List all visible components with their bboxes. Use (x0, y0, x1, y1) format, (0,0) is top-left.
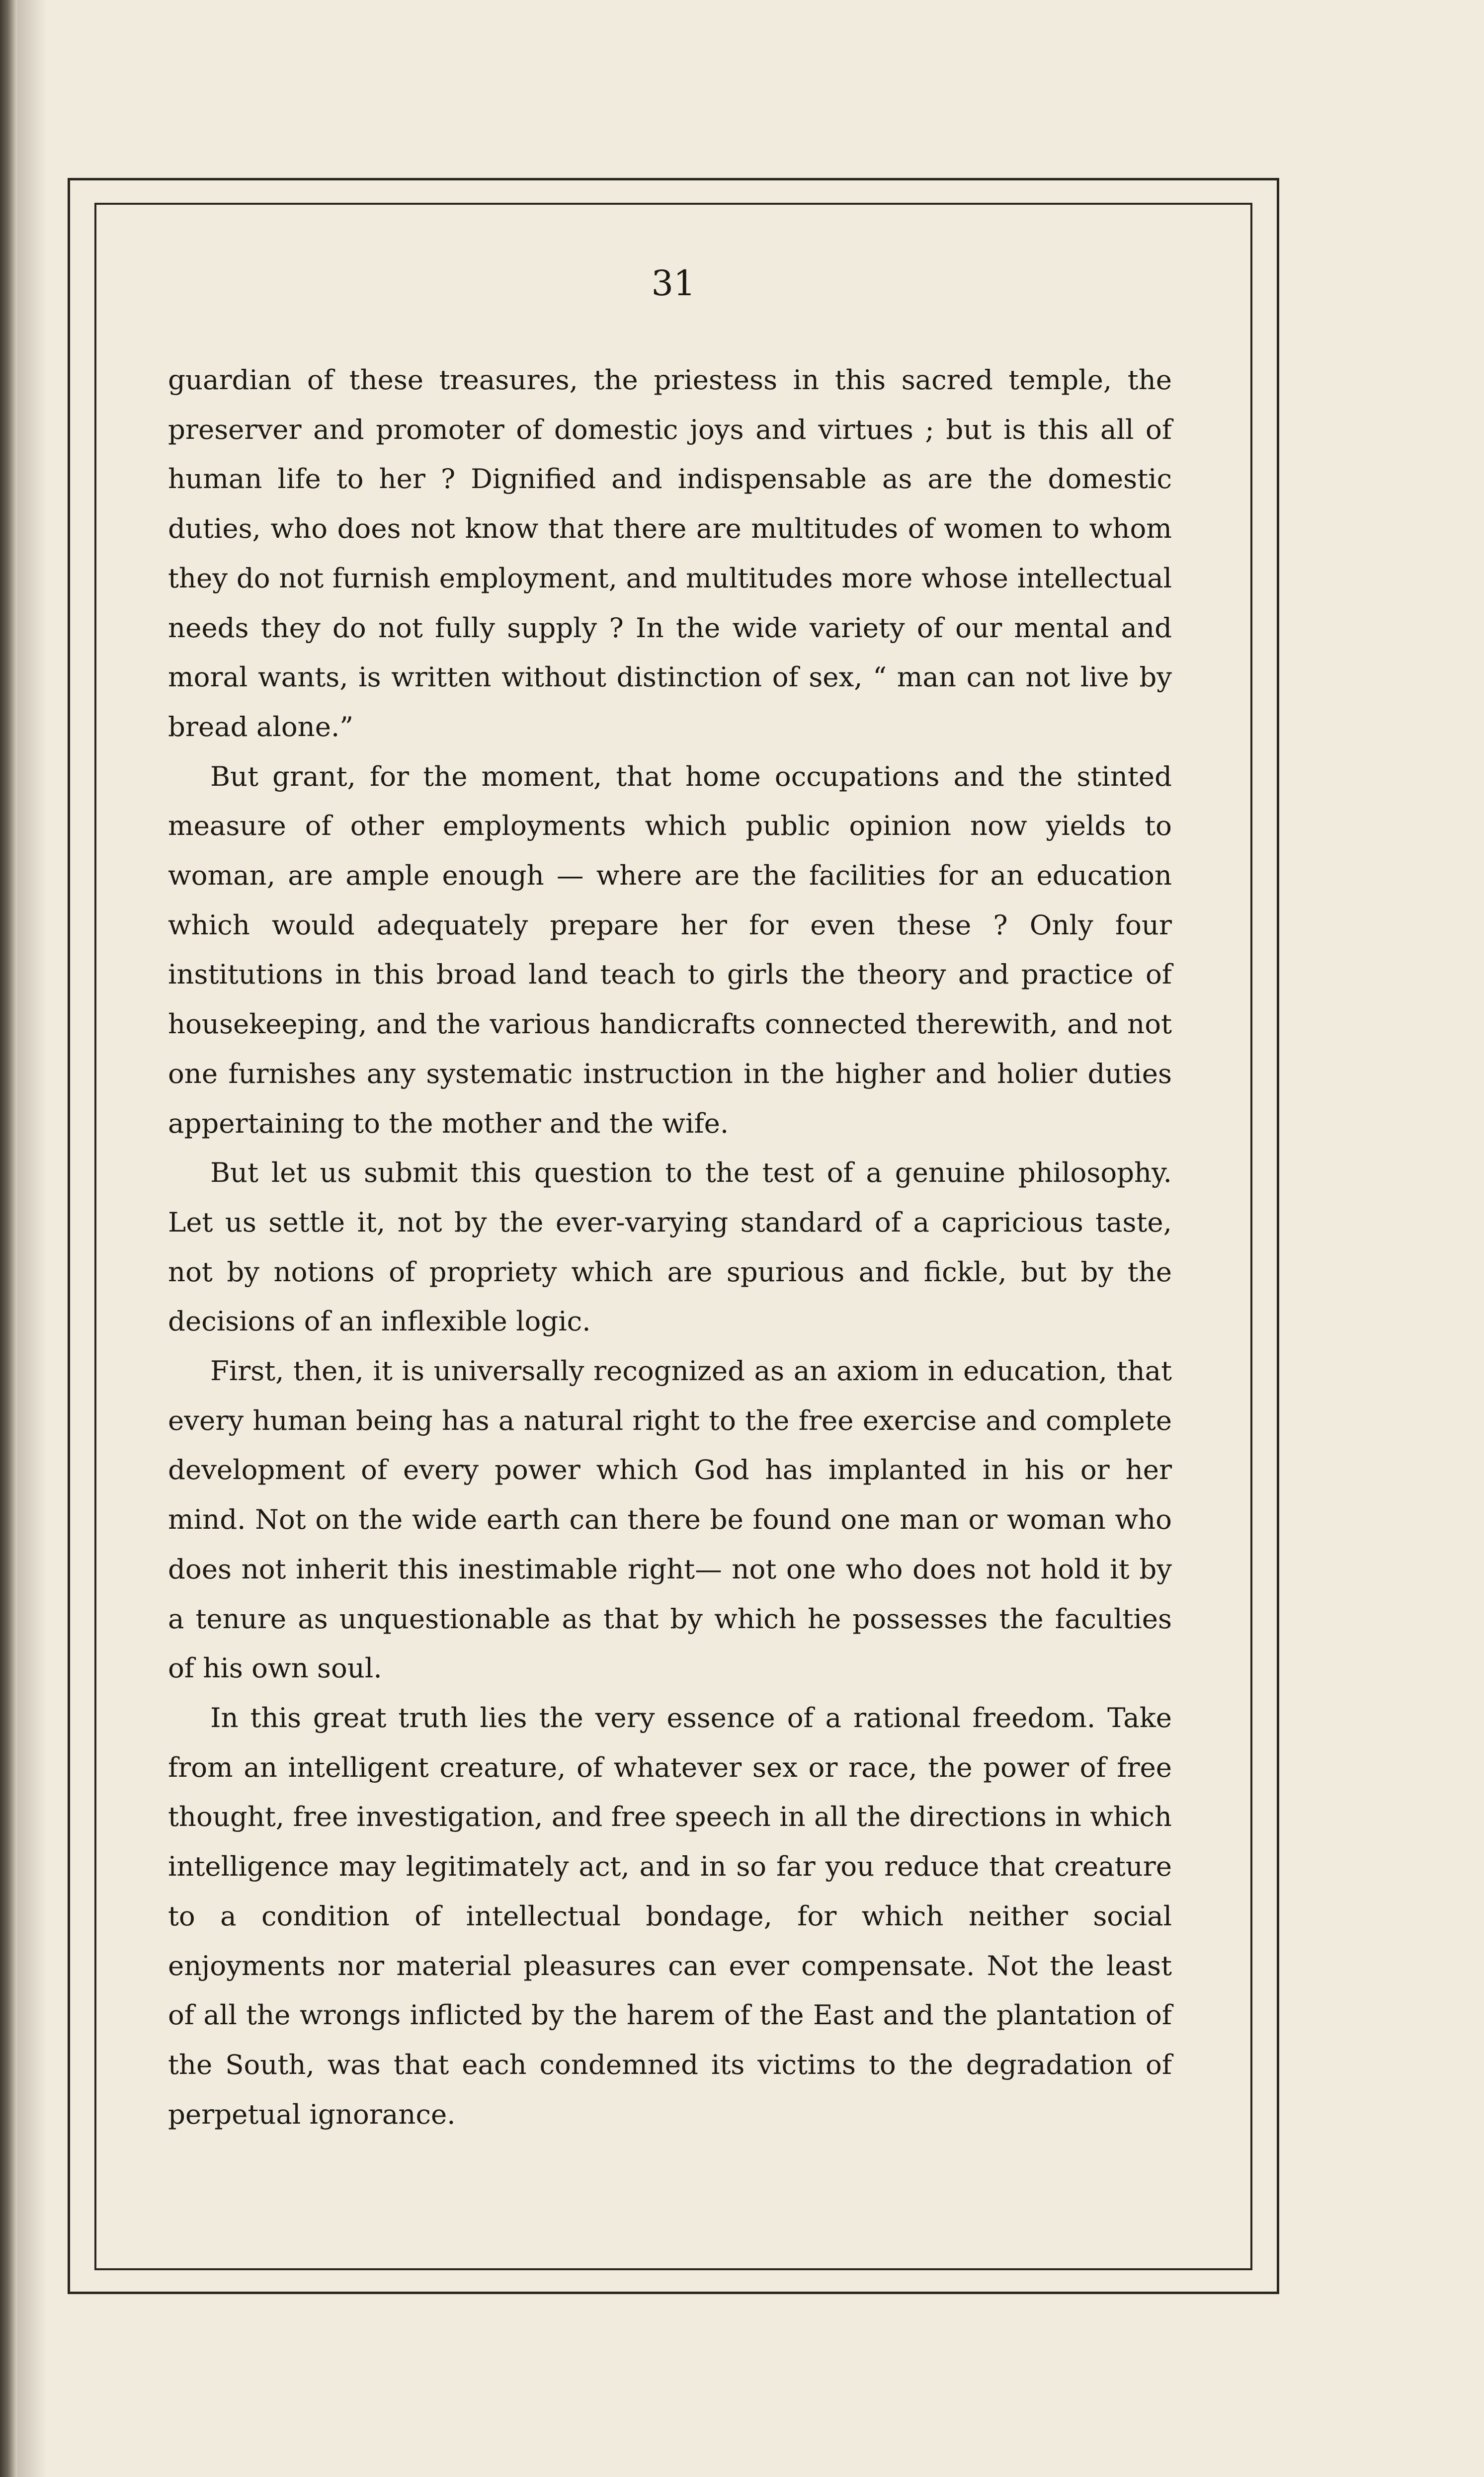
paragraph-3: But let us submit this question to the test of a genuine philosophy. Let us settle it, not by the ever-varying standard of a capricious taste, not by notions of propriety which are spurious and fickle, but by the decisions of an inflexible logic. (168, 1156, 1172, 1337)
page-number: 31 (651, 263, 696, 304)
paragraph-1: guardian of these treasures, the priestess in this sacred temple, the preserver and promoter of domestic joys and virtues ; but is this all of human life to her ? Dignified and indispensable as are the domestic duties, who does not know that there are multitudes of women to whom they do not furnish employment, and multitudes more whose intellectual needs they do not fully supply ? In the wide variety of our mental and moral wants, is written without distinction of sex, “ man can not live by bread alone.” (168, 364, 1172, 743)
paragraph-5: In this great truth lies the very essence of a rational freedom. Take from an intelligent creature, of whatever sex or race, the power of free thought, free investigation, and free speech in all the directions in which intelligence may legitimately act, and in so far you reduce that creature to a condition of intellectual bondage, for which neither social enjoyments nor material pleasures can ever compensate. Not the least of all the wrongs inflicted by the harem of the East and the plantation of the South, was that each condemned its victims to the degradation of perpetual ignorance. (168, 1701, 1172, 2130)
paragraph-4: First, then, it is universally recognized as an axiom in education, that every human being has a natural right to the free exercise and complete development of every power which God has implanted in his or her mind. Not on the wide earth can there be found one man or woman who does not inherit this inestimable right— not one who does not hold it by a tenure as unquestionable as that by which he possesses the faculties of his own soul. (168, 1355, 1172, 1684)
paragraph-2: But grant, for the moment, that home occupations and the stinted measure of other employments which public opinion now yields to woman, are ample enough — where are the facilities for an education which would adequately prepare her for even these ? Only four institutions in this broad land teach to girls the theory and practice of housekeeping, and the various handicrafts connected therewith, and not one furnishes any systematic instruction in the higher and holier duties appertaining to the mother and the wife. (168, 760, 1172, 1139)
book-spine-shadow (0, 0, 17, 2477)
gutter-shadow (17, 0, 47, 2477)
body-text (168, 355, 1172, 2139)
